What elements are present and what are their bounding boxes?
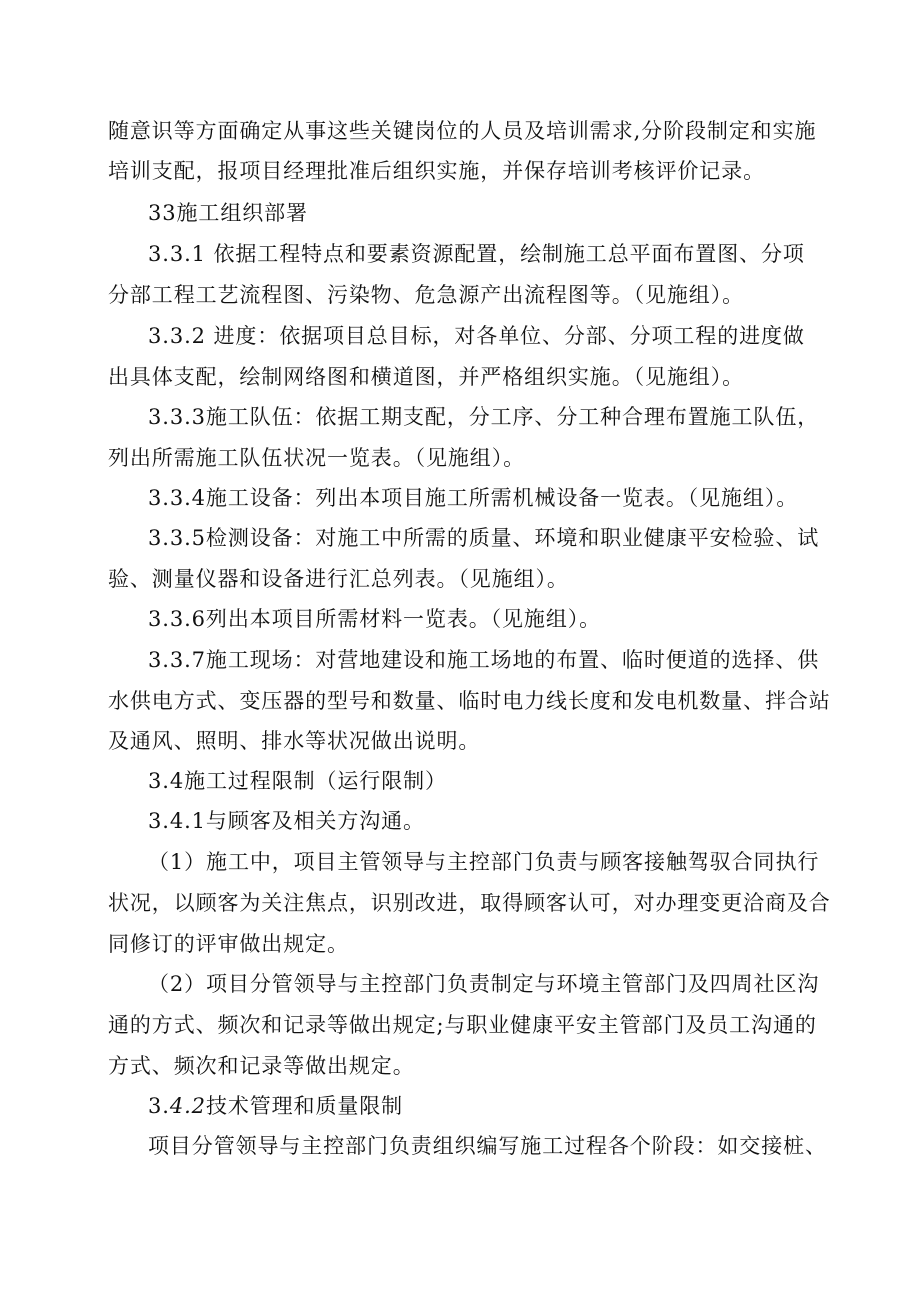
paragraph-line: 3.3.5检测设备：对施工中所需的质量、环境和职业健康平安检验、试	[148, 526, 820, 550]
paragraph-line: （1）施工中，项目主管领导与主控部门负责与顾客接触驾驭合同执行	[148, 850, 820, 874]
paragraph-line: 出具体支配，绘制网络图和横道图，并严格组织实施。（见施组）。	[108, 365, 744, 389]
subsection-heading: 3.4.1与顾客及相关方沟通。	[148, 809, 425, 833]
heading-title: 技术管理和质量限制	[205, 1094, 404, 1118]
paragraph-line: 通的方式、频次和记录等做出规定;与职业健康平安主管部门及员工沟通的	[108, 1013, 817, 1037]
paragraph-line: 3.3.4施工设备：列出本项目施工所需机械设备一览表。（见施组）。	[148, 486, 799, 510]
heading-number-prefix: 3.	[148, 1094, 170, 1118]
section-heading: 33施工组织部署	[148, 201, 308, 225]
subsection-heading	[148, 1091, 403, 1121]
paragraph-line: 及通风、照明、排水等状况做出说明。	[108, 729, 481, 753]
section-heading: 3.4施工过程限制（运行限制）	[148, 769, 447, 793]
paragraph-line: 列出所需施工队伍状况一览表。（见施组）。	[108, 446, 525, 470]
paragraph-line: 方式、频次和记录等做出规定。	[108, 1054, 415, 1078]
paragraph-line: 同修订的评审做出规定。	[108, 932, 349, 956]
paragraph-line: 验、测量仪器和设备进行汇总列表。（见施组）。	[108, 567, 569, 591]
paragraph-line: 状况，以顾客为关注焦点，识别改进，取得顾客认可，对办理变更洽商及合	[108, 891, 831, 915]
paragraph-line: 随意识等方面确定从事这些关键岗位的人员及培训需求,分阶段制定和实施	[108, 119, 817, 143]
paragraph-line: 3.3.6列出本项目所需材料一览表。（见施组）。	[148, 607, 602, 631]
paragraph-line: 3.3.2 进度：依据项目总目标，对各单位、分部、分项工程的进度做	[148, 324, 805, 348]
paragraph-line: （2）项目分管领导与主控部门负责制定与环境主管部门及四周社区沟	[148, 972, 820, 996]
paragraph-line: 项目分管领导与主控部门负责组织编写施工过程各个阶段：如交接桩、	[148, 1134, 827, 1158]
paragraph-line: 3.3.1 依据工程特点和要素资源配置，绘制施工总平面布置图、分项	[148, 242, 805, 266]
paragraph-line: 3.3.7施工现场：对营地建设和施工场地的布置、临时便道的选择、供	[148, 648, 820, 672]
paragraph-line: 水供电方式、变压器的型号和数量、临时电力线长度和发电机数量、拌合站	[108, 689, 831, 713]
paragraph-line: 3.3.3施工队伍：依据工期支配，分工序、分工种合理布置施工队伍，	[148, 405, 820, 429]
heading-number-italic: 4.2	[169, 1094, 206, 1118]
paragraph-line: 分部工程工艺流程图、污染物、危急源产出流程图等。（见施组）。	[108, 283, 744, 307]
paragraph-line: 培训支配，报项目经理批准后组织实施，并保存培训考核评价记录。	[108, 159, 765, 183]
